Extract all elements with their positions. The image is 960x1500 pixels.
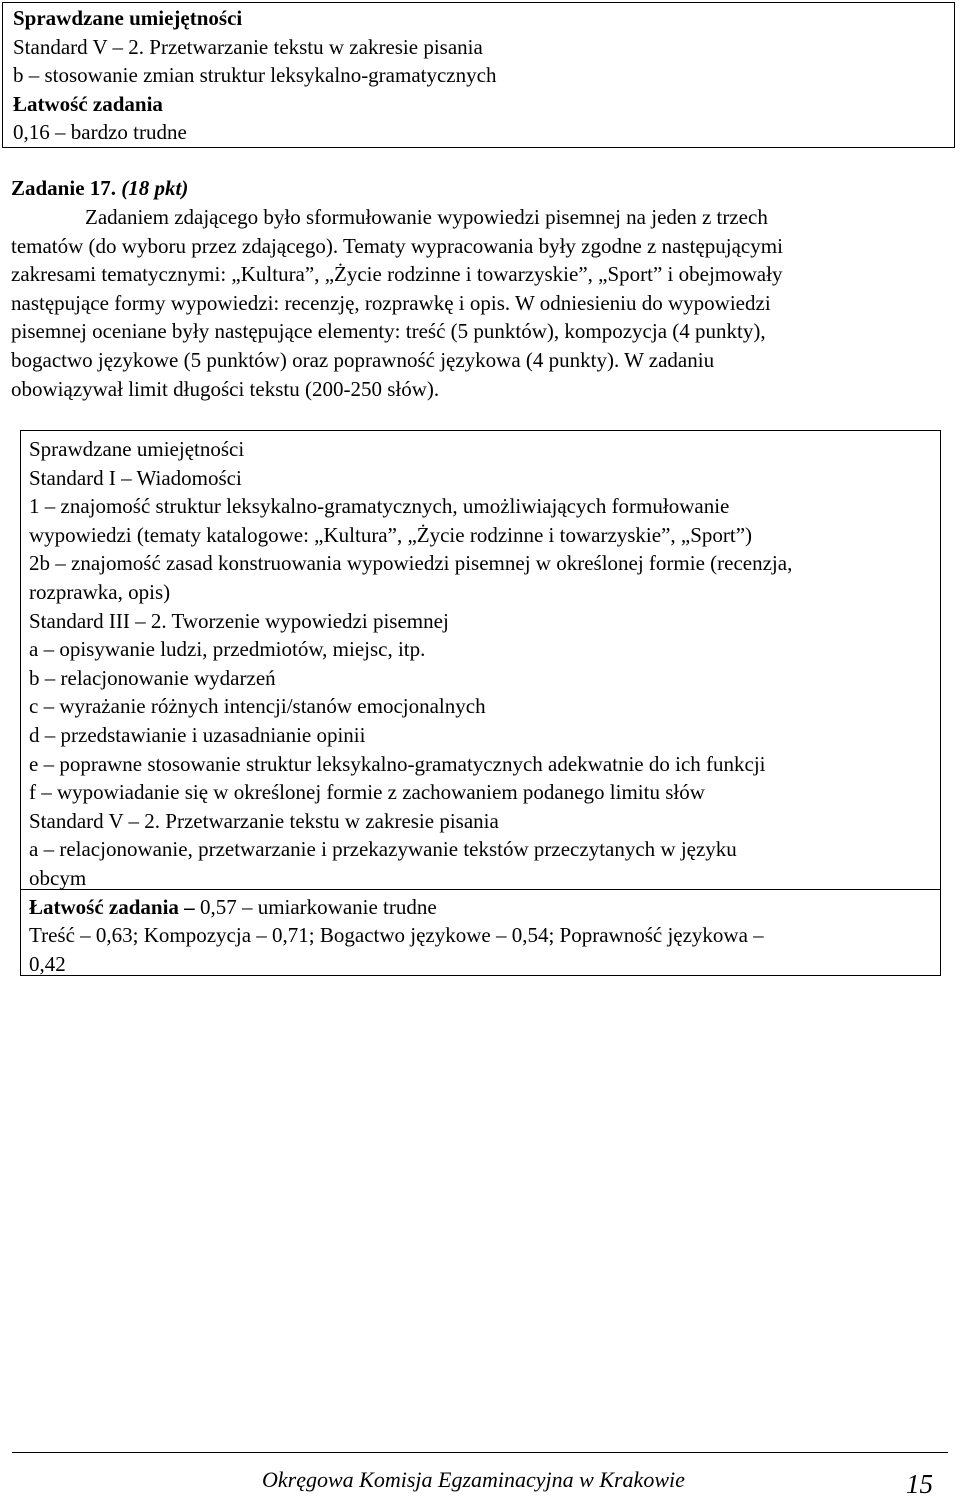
skill-item: 1 – znajomość struktur leksykalno-gramatycznych, umożliwiających formułowanie bbox=[29, 494, 730, 519]
standard-line: Standard V – 2. Przetwarzanie tekstu w zakresie pisania bbox=[13, 34, 483, 59]
task-number: Zadanie 17. bbox=[11, 176, 117, 200]
box-heading: Sprawdzane umiejętności bbox=[29, 437, 245, 461]
skill-item: e – poprawne stosowanie struktur leksykalno-gramatycznych adekwatnie do ich funkcji bbox=[29, 751, 766, 776]
task-line: Zadaniem zdającego było sformułowanie wypowiedzi pisemnej na jeden z trzech bbox=[85, 205, 768, 229]
task-line: następujące formy wypowiedzi: recenzję, rozprawkę i opis. W odniesieniu do wypowiedzi bbox=[11, 290, 771, 315]
skill-line: b – stosowanie zmian struktur leksykalno-gramatycznych bbox=[13, 63, 497, 88]
skill-item: a – opisywanie ludzi, przedmiotów, miejsc, itp. bbox=[29, 637, 426, 662]
task-line: pisemnej oceniane były następujące elementy: treść (5 punktów), kompozycja (4 punkty), bbox=[11, 319, 766, 344]
skill-item: rozprawka, opis) bbox=[29, 579, 171, 604]
skill-item: d – przedstawianie i uzasadnianie opinii bbox=[29, 722, 366, 747]
skill-item: c – wyrażanie różnych intencji/stanów emocjonalnych bbox=[29, 694, 486, 719]
difficulty-label: Łatwość zadania bbox=[13, 91, 163, 116]
skills-detail-box bbox=[20, 430, 941, 976]
standard-1: Standard I – Wiadomości bbox=[29, 465, 242, 490]
skill-item: obcym bbox=[29, 865, 87, 890]
task-description bbox=[11, 203, 949, 403]
box-heading: Sprawdzane umiejętności bbox=[13, 6, 243, 30]
task-points: (18 pkt) bbox=[121, 176, 189, 200]
task-line: obowiązywał limit długości tekstu (200-250 słów). bbox=[11, 376, 440, 401]
task-line: tematów (do wyboru przez zdającego). Tematy wypracowania były zgodne z następującymi bbox=[11, 233, 783, 258]
skill-item: b – relacjonowanie wydarzeń bbox=[29, 665, 276, 690]
standard-5: Standard V – 2. Przetwarzanie tekstu w zakresie pisania bbox=[29, 808, 499, 833]
skill-item: f – wypowiadanie się w określonej formie z zachowaniem podanego limitu słów bbox=[29, 780, 705, 805]
difficulty-label: Łatwość zadania – bbox=[29, 894, 195, 919]
skill-item: 2b – znajomość zasad konstruowania wypowiedzi pisemnej w określonej formie (recenzja, bbox=[29, 551, 793, 576]
skill-item: wypowiedzi (tematy katalogowe: „Kultura”, „Życie rodzinne i towarzyskie”, „Sport”) bbox=[29, 522, 753, 547]
skills-summary-box bbox=[2, 2, 955, 148]
task-line: bogactwo językowe (5 punktów) oraz poprawność językowa (4 punkty). W zadaniu bbox=[11, 347, 715, 372]
difficulty-line bbox=[29, 893, 940, 922]
divider bbox=[20, 889, 941, 890]
skill-item: a – relacjonowanie, przetwarzanie i przekazywanie tekstów przeczytanych w języku bbox=[29, 837, 737, 862]
standard-3: Standard III – 2. Tworzenie wypowiedzi pisemnej bbox=[29, 608, 449, 633]
difficulty-value: 0,57 – umiarkowanie trudne bbox=[194, 894, 437, 919]
task-line: zakresami tematycznymi: „Kultura”, „Życie rodzinne i towarzyskie”, „Sport” i obejmowały bbox=[11, 262, 783, 287]
task-header bbox=[11, 174, 188, 203]
scores-line: Treść – 0,63; Kompozycja – 0,71; Bogactwo językowe – 0,54; Poprawność językowa – bbox=[29, 923, 764, 948]
page-number: 15 bbox=[906, 1469, 933, 1499]
footer-text: Okręgowa Komisja Egzaminacyjna w Krakowie bbox=[262, 1467, 685, 1492]
scores-line: 0,42 bbox=[29, 951, 66, 976]
difficulty-value: 0,16 – bardzo trudne bbox=[13, 120, 187, 145]
footer-divider bbox=[12, 1452, 948, 1453]
